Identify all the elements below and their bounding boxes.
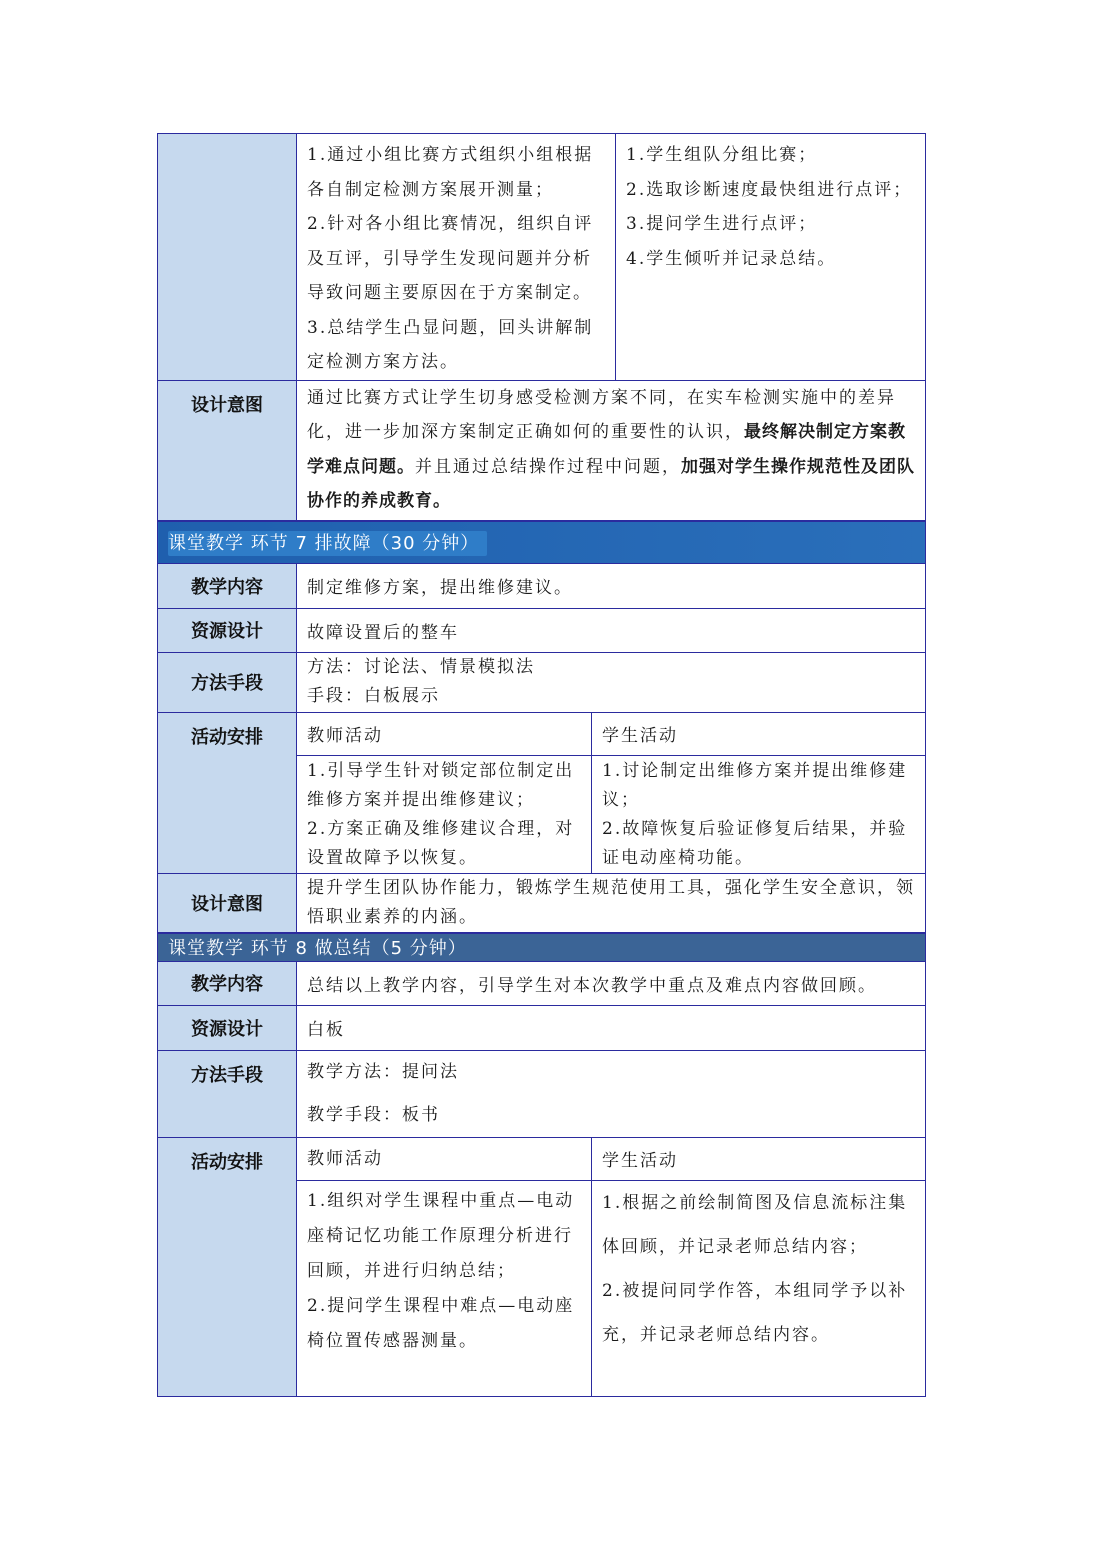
empty-label-cell	[158, 134, 297, 381]
list-item: 2.提问学生课程中难点—电动座椅位置传感器测量。	[307, 1295, 575, 1351]
teacher-header-cell: 教师活动	[297, 712, 592, 755]
design-row	[158, 873, 926, 932]
list-item: 3.提问学生进行点评；	[626, 214, 818, 234]
resource-cell: 故障设置后的整车	[297, 608, 926, 652]
list-item: 1.引导学生针对锁定部位制定出维修方案并提出维修建议；	[307, 760, 575, 810]
list-item: 2.方案正确及维修建议合理，对设置故障予以恢复。	[307, 818, 575, 868]
student-activity-cell	[592, 755, 926, 873]
design-text: 提升学生团队协作能力，锻炼学生规范使用工具，强化学生安全意识，领悟职业素养的内涵。	[307, 877, 915, 927]
resource-label: 资源设计	[158, 1005, 297, 1050]
resource-cell: 白板	[297, 1005, 926, 1050]
content-label: 教学内容	[158, 563, 297, 608]
design-intent-cell	[297, 380, 926, 520]
resource-row	[158, 1005, 926, 1050]
method-line: 方法：讨论法、情景模拟法	[307, 657, 535, 677]
method-label: 方法手段	[158, 652, 297, 712]
method-line: 教学方法：提问法	[307, 1061, 459, 1082]
section-8-table	[157, 933, 926, 1397]
design-intent-cell	[297, 873, 926, 932]
resource-label: 资源设计	[158, 608, 297, 652]
content-row	[158, 563, 926, 608]
list-item: 2.故障恢复后验证修复后结果，并验证电动座椅功能。	[602, 818, 908, 868]
method-row	[158, 652, 926, 712]
list-item: 1.通过小组比赛方式组织小组根据各自制定检测方案展开测量；	[307, 145, 594, 200]
list-item: 2.选取诊断速度最快组进行点评；	[626, 179, 913, 200]
design-emphasis: 加强对学生操作规范性及团队协作的养成教育。	[307, 456, 915, 511]
design-intent-label: 设计意图	[158, 380, 297, 520]
list-item: 1.学生组队分组比赛；	[626, 145, 818, 165]
activity-header-row	[158, 1137, 926, 1180]
design-text: 通过比赛方式让学生切身感受检测方案不同，在实车检测实施中的差异化，进一步加深方案制定正确如何的重要性的认识，	[307, 387, 896, 442]
method-line: 手段：白板展示	[307, 686, 440, 706]
student-header-cell: 学生活动	[592, 712, 926, 755]
student-header-cell: 学生活动	[592, 1137, 926, 1180]
content-row	[158, 961, 926, 1005]
method-label: 方法手段	[158, 1050, 297, 1137]
activity-label: 活动安排	[158, 712, 297, 873]
method-row	[158, 1050, 926, 1137]
design-text: 并且通过总结操作过程中问题，	[415, 456, 681, 477]
section-7-header	[158, 521, 926, 563]
content-cell: 总结以上教学内容，引导学生对本次教学中重点及难点内容做回顾。	[297, 961, 926, 1005]
section-title-text: 课堂教学 环节 7 排故障（30 分钟）	[168, 531, 487, 556]
student-activity-cell	[616, 134, 926, 381]
student-activity-cell	[592, 1180, 926, 1396]
design-intent-label: 设计意图	[158, 873, 297, 932]
design-emphasis: 最终解决制定方案教学难点问题。	[307, 422, 906, 477]
continuation-activity-row	[158, 134, 926, 381]
teacher-activity-cell	[297, 755, 592, 873]
method-line: 教学手段：板书	[307, 1104, 440, 1125]
content-cell: 制定维修方案，提出维修建议。	[297, 563, 926, 608]
list-item: 4.学生倾听并记录总结。	[626, 248, 837, 269]
list-item: 1.组织对学生课程中重点—电动座椅记忆功能工作原理分析进行回顾，并进行归纳总结；	[307, 1190, 575, 1281]
section-title-text: 课堂教学 环节 8 做总结（5 分钟）	[168, 938, 467, 959]
list-item: 3.总结学生凸显问题，回头讲解制定检测方案方法。	[307, 317, 594, 372]
teacher-header-cell: 教师活动	[297, 1137, 592, 1180]
teacher-activity-cell	[297, 134, 616, 381]
continuation-table	[157, 133, 926, 521]
method-cell	[297, 1050, 926, 1137]
section-title	[158, 521, 926, 563]
list-item: 2.针对各小组比赛情况，组织自评及互评，引导学生发现问题并分析导致问题主要原因在于方案制定。	[307, 214, 594, 303]
section-8-header	[158, 933, 926, 961]
activity-header-row	[158, 712, 926, 755]
list-item: 1.根据之前绘制简图及信息流标注集体回顾，并记录老师总结内容；	[602, 1192, 908, 1257]
content-label: 教学内容	[158, 961, 297, 1005]
list-item: 2.被提问同学作答，本组同学予以补充，并记录老师总结内容。	[602, 1280, 908, 1345]
continuation-design-row	[158, 380, 926, 520]
section-title	[158, 933, 926, 961]
list-item: 1.讨论制定出维修方案并提出维修建议；	[602, 760, 908, 810]
section-7-table	[157, 521, 926, 933]
teacher-activity-cell	[297, 1180, 592, 1396]
lesson-plan-document	[157, 133, 925, 1397]
resource-row	[158, 608, 926, 652]
activity-label: 活动安排	[158, 1137, 297, 1396]
method-cell	[297, 652, 926, 712]
